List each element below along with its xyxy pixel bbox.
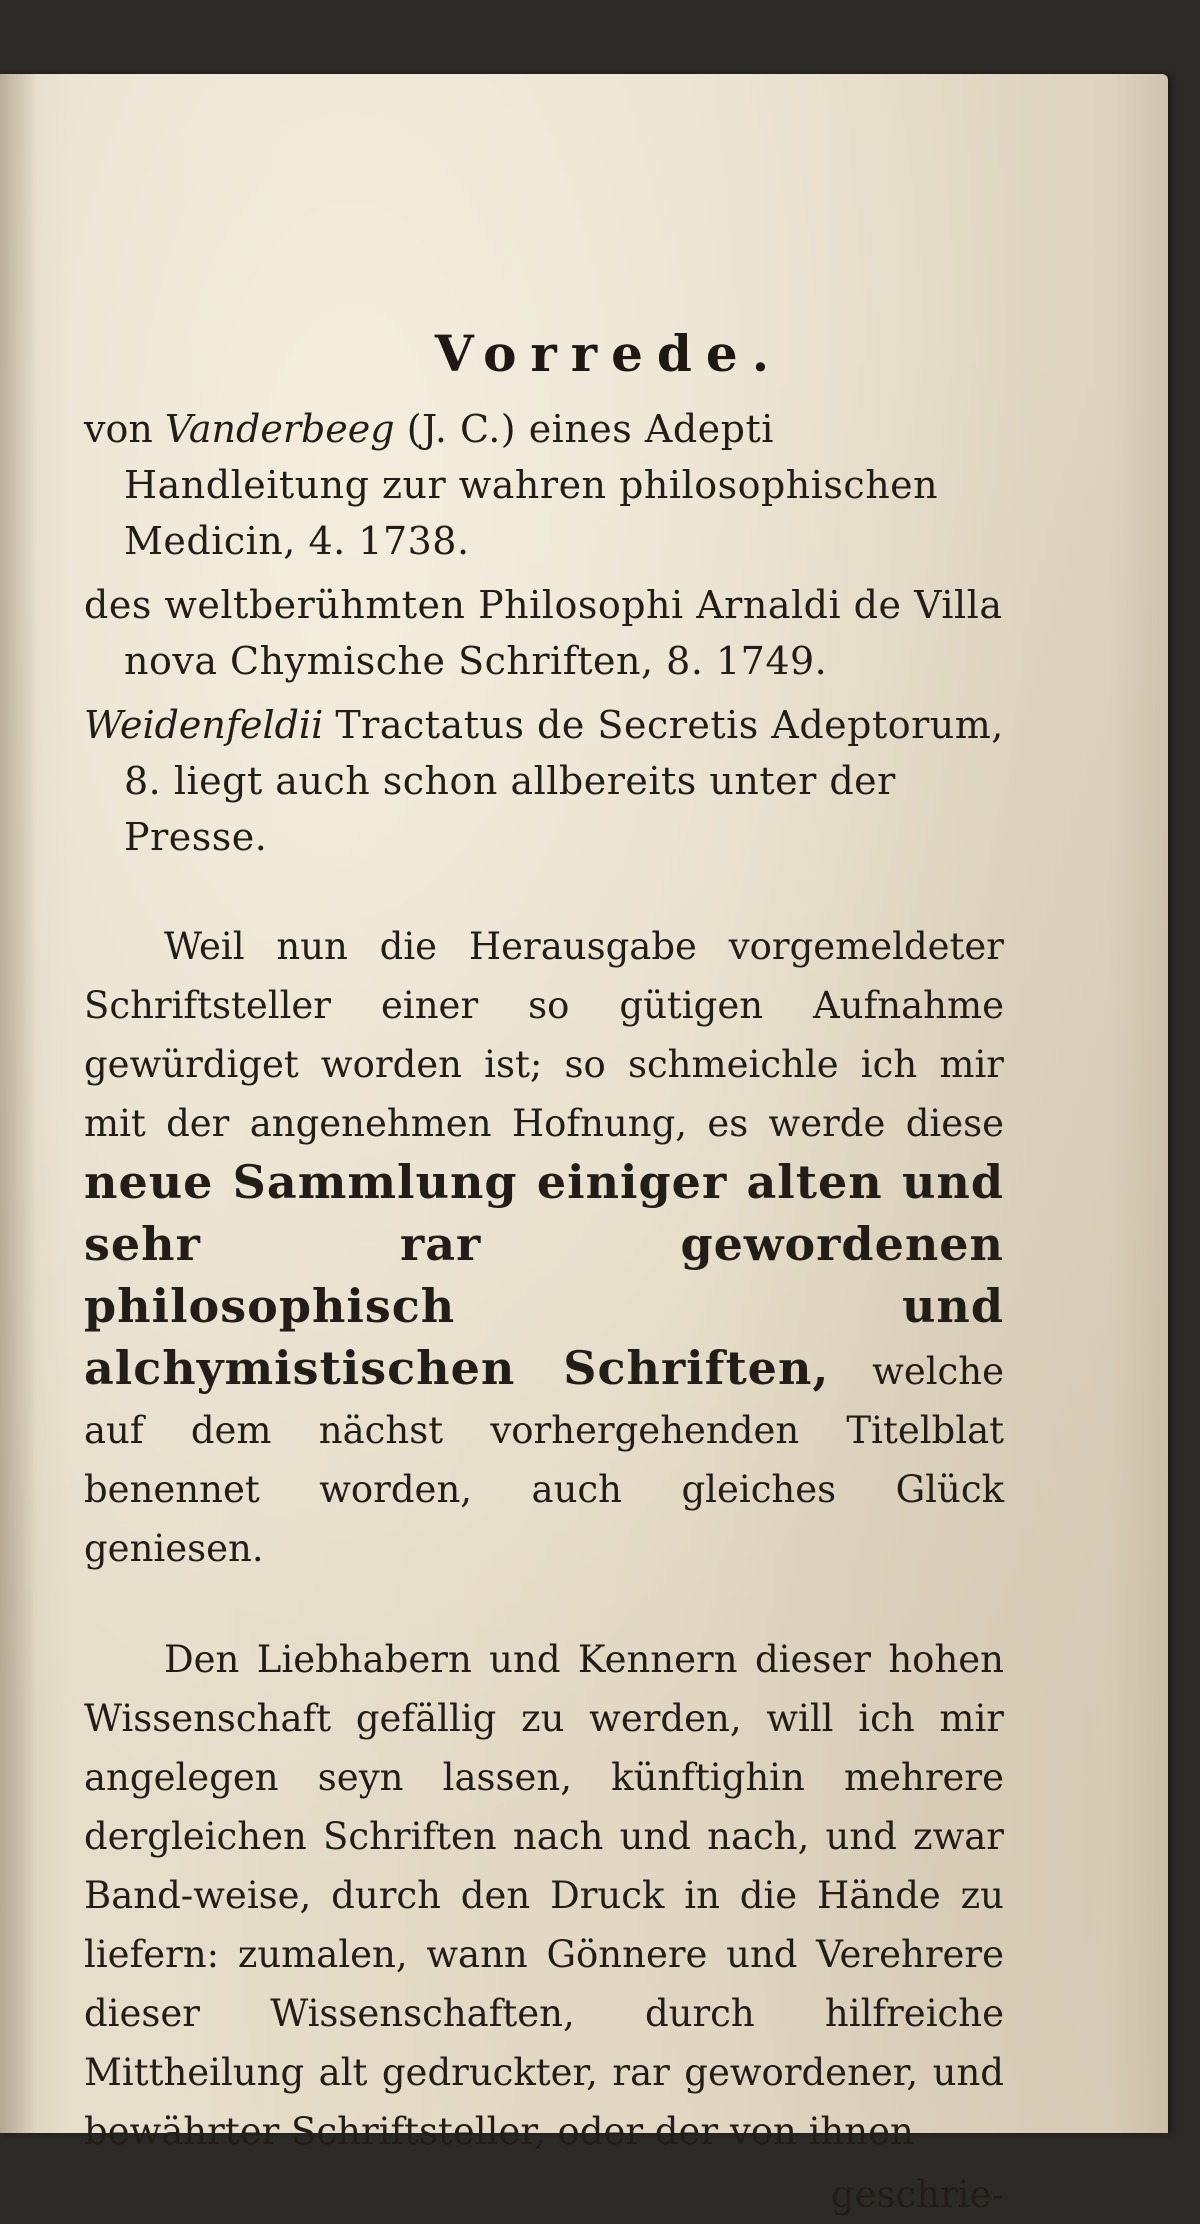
book-page: [0, 74, 1168, 2216]
gutter-shadow: [0, 74, 38, 2133]
paragraph-2: Den Liebhabern und Kennern dieser hohen Wissenschaft gefällig zu werden, will ich mir angelegen seyn lassen, künftighin mehrere dergleichen Schriften nach und nach, und zwar Band-weise, durch den Druck in die Hände zu liefern: zumalen, wann Gönnere und Verehrere dieser Wissenschaften, durch hilfreiche Mittheilung alt gedruckter, rar gewordener, und bewährter Schriftsteller, oder der von ihnen: [84, 1638, 1004, 2153]
paragraph-1-before: Weil nun die Herausgabe vorgemeldeter Schriftsteller einer so gütigen Aufnahme gewürdiget worden ist; so schmeichle ich mir mit der angenehmen Hofnung, es werde diese: [84, 925, 1004, 1145]
book-entry-text: (J. C.) eines Adepti Handleitung zur wahren philosophischen Medicin, 4. 1738.: [124, 407, 939, 563]
book-entry-author: Vanderbeeg: [164, 407, 395, 451]
book-entry-arnaldi: [84, 577, 1004, 689]
book-entry-weidenfeld: [84, 697, 1004, 865]
running-head: Vorrede.: [434, 324, 784, 383]
paragraph-1-after: welche auf dem nächst vorhergehenden Titelblat benennet worden, auch gleiches Glück geniesen.: [84, 1350, 1005, 1570]
book-entry-author: Weidenfeldii: [84, 703, 324, 747]
catchword: geschrie-: [830, 2173, 1004, 2216]
page-content: [84, 254, 1004, 2224]
paragraph-1: [84, 917, 1004, 1578]
book-entry-text: Tractatus de Secretis Adeptorum, 8. liegt auch schon allbereits unter der Presse.: [124, 703, 1004, 859]
book-entry-prefix: von: [84, 407, 153, 451]
book-entry-text: des weltberühmten Philosophi Arnaldi de Villa nova Chymische Schriften, 8. 1749.: [84, 583, 1003, 683]
book-entry-vanderbeeg: [84, 401, 1004, 569]
paragraph-1-emphasis: neue Sammlung einiger alten und sehr rar gewordenen philosophisch und alchymistischen Schriften,: [84, 1155, 1004, 1395]
